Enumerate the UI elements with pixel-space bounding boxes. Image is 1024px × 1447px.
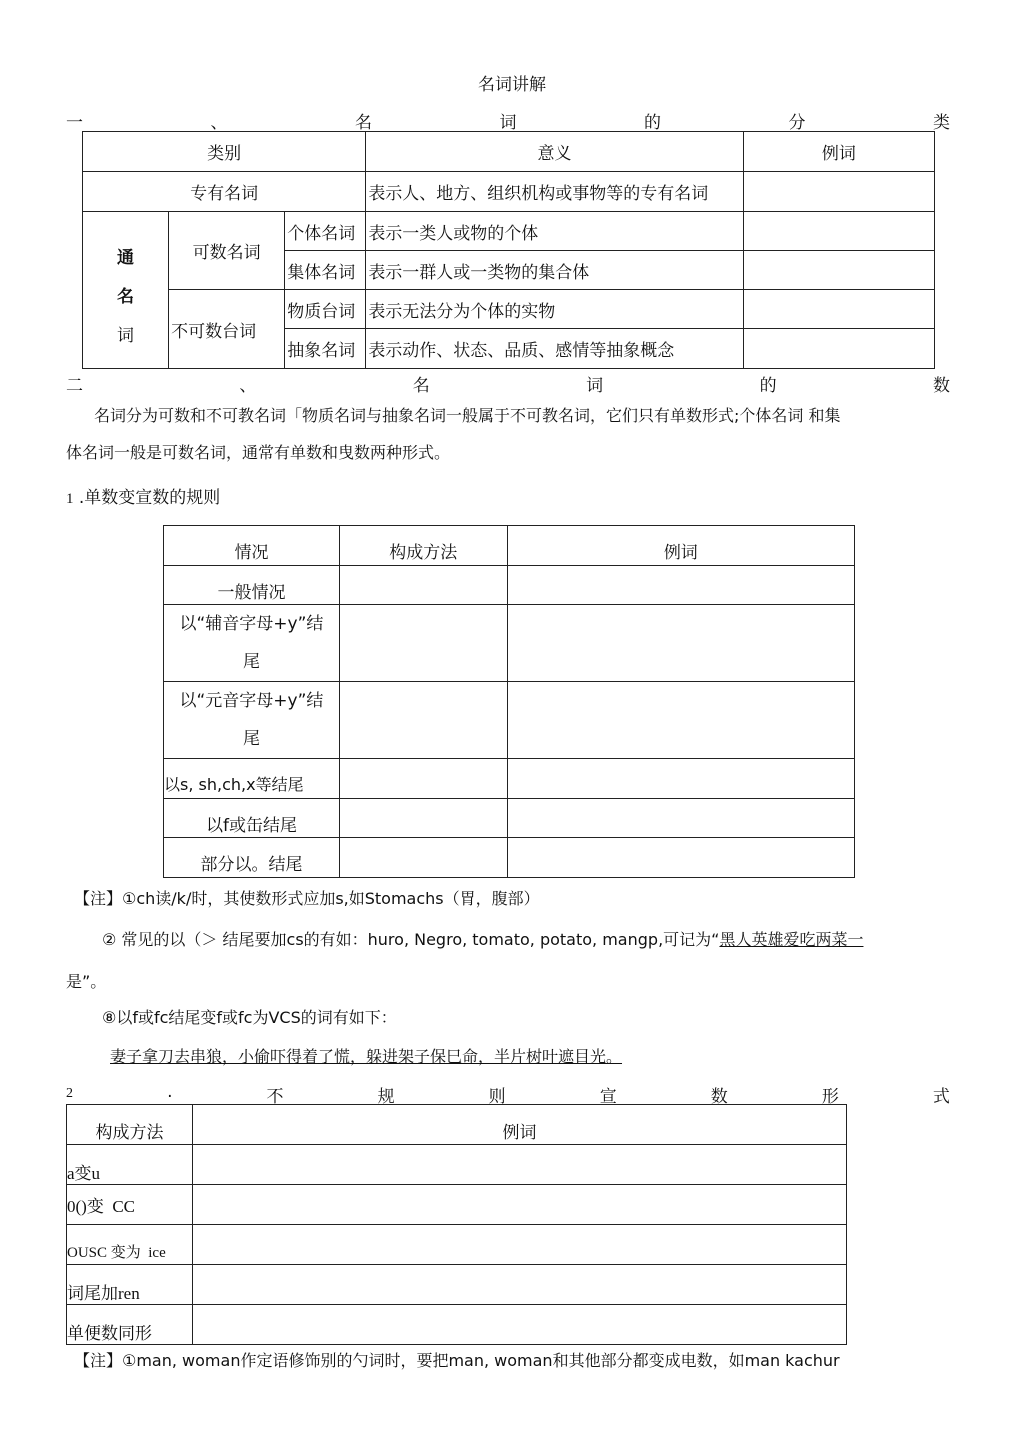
section1-heading [66,108,950,133]
common-noun-char: 通 [117,247,135,268]
table-row [67,1185,847,1225]
table-row [83,290,935,329]
proper-noun-label: 专有名词 [83,172,366,212]
common-noun-label [83,212,169,369]
example-cell [507,838,854,878]
situation-cell [164,682,340,759]
table-row [83,212,935,251]
method-cell [339,759,507,799]
example-cell [507,605,854,682]
table-row [164,759,855,799]
heading-char: 数 [932,376,950,396]
example-cell [743,329,934,369]
note-2-mnemonic: 黑人英雄爱吃两菜一 [719,930,864,949]
header-situation: 情况 [164,526,340,566]
method-cell: 词尾加ren [67,1265,193,1305]
table-row [67,1225,847,1265]
table-header-row [67,1105,847,1145]
section2-paragraph-line1: 名词分为可数和不可教名词「物质名词与抽象名词一般属于不可教名词，它们只有单数形式;个体名词 和集 [94,406,841,425]
method-cell [339,605,507,682]
irregular-plural-table [66,1104,847,1345]
table-row [164,682,855,759]
heading-char: 类 [933,113,950,133]
table-row [83,172,935,212]
countable-noun-label: 可数名词 [169,212,285,290]
subheading-1 [66,483,220,508]
situation-line: 以“辅音字母+y”结 [179,614,324,634]
header-method: 构成方法 [67,1105,193,1145]
example-cell [507,799,854,838]
subcategory-label: 个体名词 [285,212,366,251]
note-2-text: ② 常见的以（＞ 结尾要加cs的有如：huro, Negro, tomato, potato, mangp,可记为“ [102,930,720,949]
table-row [67,1145,847,1185]
heading-char: 不 [266,1087,284,1107]
heading-char: 、 [239,376,257,396]
header-examples: 例词 [507,526,854,566]
header-meaning: 意义 [366,132,743,172]
situation-cell [164,605,340,682]
heading-char: 分 [788,113,806,133]
method-cell [339,838,507,878]
situation-cell: 部分以。结尾 [164,838,340,878]
example-cell [507,682,854,759]
heading-char: 宣 [599,1087,617,1107]
method-cell: OUSC 变为 ice [67,1225,193,1265]
subheading-number: 1 [66,491,74,507]
heading-char: 2 [66,1086,73,1101]
table-row [164,799,855,838]
note-mnemonic: 妻子拿刀去串狼，小偷吓得着了慌，躲进架子保巳命，半片树叶遮目光。 [110,1047,623,1066]
section2-heading [66,371,950,396]
example-cell [743,290,934,329]
example-cell [507,566,854,605]
subcategory-label: 物质台词 [285,290,366,329]
page-title: 名词讲解 [478,75,546,95]
note-2-end: 是”。 [66,972,107,991]
header-category: 类别 [83,132,366,172]
note-man-woman: 【注】①man, woman作定语修饰别的勺词时，要把man, woman和其他部分都变成电数，如man kachur [74,1351,840,1370]
header-examples: 例词 [743,132,934,172]
table-header-row [83,132,935,172]
proper-noun-meaning: 表示人、地方、组织机构或事物等的专有名词 [366,172,743,212]
example-cell [507,759,854,799]
example-cell [192,1305,846,1345]
situation-cell: 以s, sh,ch,x等结尾 [164,759,340,799]
heading-char: 、 [210,113,228,133]
uncountable-noun-label: 不可数台词 [169,290,285,369]
header-examples: 例词 [192,1105,846,1145]
method-cell: a变u [67,1145,193,1185]
heading-char: 式 [932,1087,950,1107]
heading-char: 形 [821,1087,839,1107]
example-cell [192,1185,846,1225]
example-cell [743,212,934,251]
heading-char: 规 [377,1087,395,1107]
example-cell [192,1145,846,1185]
method-cell: 单便数同形 [67,1305,193,1345]
section2-paragraph-line2: 体名词一般是可数名词，通常有单数和曳数两种形式。 [66,443,451,462]
subcategory-label: 集体名词 [285,251,366,290]
method-cell: 0()变 CC [67,1185,193,1225]
heading-char: 名 [412,376,430,396]
method-cell [339,682,507,759]
example-cell [743,251,934,290]
table-row [164,838,855,878]
meaning-cell: 表示动作、状态、品质、感情等抽象概念 [366,329,743,369]
example-cell [192,1225,846,1265]
situation-cell: 以f或缶结尾 [164,799,340,838]
method-cell [339,566,507,605]
header-method: 构成方法 [339,526,507,566]
noun-classification-table [82,131,935,369]
heading-char: 数 [710,1087,728,1107]
heading-char: . [167,1082,173,1102]
plural-rules-table [163,525,855,878]
subheading-title: .单数变宣数的规则 [78,488,221,508]
meaning-cell: 表示一群人或一类物的集合体 [366,251,743,290]
table-row [67,1305,847,1345]
heading-char: 二 [66,376,83,396]
example-cell [192,1265,846,1305]
heading-char: 词 [499,113,517,133]
note-1: 【注】①ch读/k/时，其使数形式应加s,如Stomachs（胃，腹部） [74,889,540,908]
heading-char: 的 [644,113,661,133]
situation-line: 以“元音字母+y”结 [179,691,324,711]
heading-char: 名 [355,113,372,133]
situation-cell: 一般情况 [164,566,340,605]
heading-char: 的 [759,376,777,396]
table-row [67,1265,847,1305]
situation-line: 尾 [242,652,260,672]
common-noun-char: 名 [117,286,135,307]
common-noun-char: 词 [117,325,135,346]
example-cell [743,172,934,212]
method-cell [339,799,507,838]
heading-char: 则 [488,1087,506,1107]
table-row [164,605,855,682]
table-header-row [164,526,855,566]
subcategory-label: 抽象名词 [285,329,366,369]
meaning-cell: 表示无法分为个体的实物 [366,290,743,329]
note-3: ⑧以f或fc结尾变f或fc为VCS的词有如下： [102,1008,397,1027]
heading-char: 词 [586,376,604,396]
heading-char: 一 [66,113,83,133]
situation-line: 尾 [242,729,260,749]
table-row [164,566,855,605]
meaning-cell: 表示一类人或物的个体 [366,212,743,251]
note-2 [102,927,863,950]
